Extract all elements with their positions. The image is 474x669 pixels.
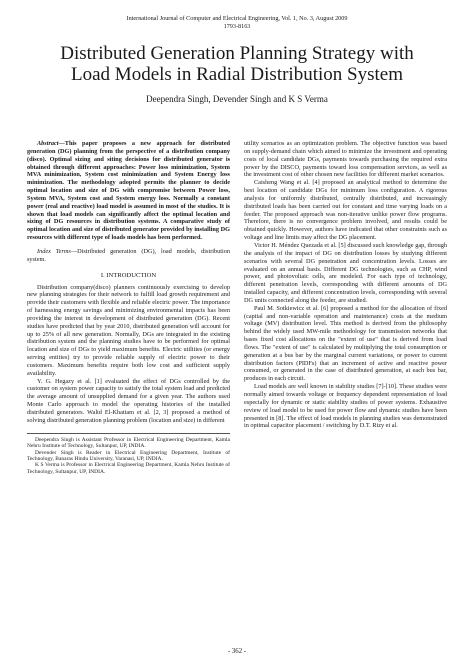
journal-citation: International Journal of Computer and Electrical Engineering, Vol. 1, No. 3, August 2009 (126, 15, 348, 22)
intro-paragraph: Y. G. Hegazy et al. [1] evaluated the effect of DGs controlled by the customer on system power capacity to satisfy the total system load and predicted the average amount of unsupplied demand for a given year. The authors used Monte Carlo approach to model the operating histories of the installed distributed generators. Walid El-Khattam et al. [2, 3] proposed a method of solving distributed generation planning problem (location and size) in different (27, 377, 230, 424)
paper-title-line1: Distributed Generation Planning Strategy with (60, 43, 414, 65)
paper-title (27, 43, 447, 85)
footnote: K S Verma is Professor in Electrical Engineering Department, Kamla Nehru Institute of Technology, Sultanpur, UP, INDIA. (27, 462, 230, 475)
footnote: Devender Singh is Reader in Electrical Engineering Department, Institute of Technology, Banaras Hindu University, Varanasi, UP, INDIA. (27, 449, 230, 462)
body-paragraph: utility scenarios as an optimization problem. The objective function was based on supply-demand chain which aimed to minimize the investment and operating costs of local candidate DGs, payments towards purchasing the required extra power by the DISCO, payments toward loss compensation services, as well as the investment cost of other chosen new facilities for different market scenarios. (244, 140, 447, 179)
abstract-text: —This paper proposes a new approach for distributed generation (DG) planning from the perspective of a distribution company (disco). Optimal sizing and siting decisions for distributed generator is obtained through different approaches: Power loss minimization, System MVA minimization, System cost minimization and System Energy loss minimization. The methodology adopted permits the planner to decide optimal location and size of DG with compromise between Power loss, System MVA, System cost and System energy loss. Normally a constant power (real and reactive) load model is assumed in most of the studies. It is shown that load models can significantly affect the optimal location and sizing of DG resources in distribution systems. A comparative study of optimal location and size of distributed generator provided by installing DG resources with different type of loads models has been performed. (27, 140, 230, 242)
journal-header (27, 0, 447, 30)
body-paragraph: Caisheng Wang et al. [4] proposed an analytical method to determine the best location of candidate DGs for minimum loss configuration. A rigorous analysis for uniformly distributed, centrally distributed, and increasingly distributed loads has been carried out for constant and time varying loads on a feeder. The proposed approach was non-iterative unlike power flow programs. Therefore, there is no convergence problem involved, and results could be obtained quickly. However, authors have indicated that other constraints such as voltage and line limits may affect the DG placement. (244, 179, 447, 242)
index-terms-text: —Distributed generation (DG), load models, distribution system. (27, 247, 230, 263)
paper-title-line2: Load Models in Radial Distribution System (71, 64, 403, 86)
section-heading-introduction: I. INTRODUCTION (100, 271, 157, 279)
body-paragraph: Load models are well known in stability studies [7]-[10]. These studies were normally aimed towards voltage or frequency dependent representation of load especially for dynamic or static stability studies of power systems. Exhaustive review of load model to be used for power flow and dynamic studies have been presented in [8]. The effect of load models in planning studies was demonstrated in optimal capacitor placement / switching by D.T. Rizy et al. (244, 383, 447, 430)
left-column (27, 140, 230, 475)
index-terms (27, 248, 230, 264)
author-footnotes (27, 433, 230, 475)
abstract (27, 140, 230, 242)
journal-issn: 1793-8163 (223, 22, 251, 30)
right-column (244, 140, 447, 475)
footnote: Deependra Singh is Assistant Professor in Electrical Engineering Department, Kamla Nehru Institute of Technology, Sultanpur, UP, INDIA. (27, 436, 230, 450)
index-terms-label: Index Terms (37, 247, 71, 255)
body-paragraph: Paul M. Sotkiewicz et al. [6] proposed a method for the allocation of fixed (capital and non-variable operation and maintenance) costs at the medium voltage (MV) distribution level. This method is derived from the philosophy behind the widely used MW-mile methodology for transmission networks that bases fixed cost allocations on the "extent of use" that is derived from load flows. The "extent of use" is calculated by multiplying the total consumption or generation at a bus bar by the marginal current variations, or power to current distribution factors (PIDFs) that an increment of active and reactive power consumed, or generated in the case of distributed generation, at each bus bar, produces in each circuit. (244, 304, 447, 383)
abstract-label: Abstract (37, 140, 59, 147)
intro-paragraph: Distribution company(disco) planners continuously exercising to develop new planning strategies for their network to fulfill load growth requirement and provide their customers with flexible and reliable electric power. The importance of harnessing energy savings and minimizing environmental impacts has been providing the interest in development of distributed generation (DG). Recent studies have predicted that by year 2010, distributed generation will account for up to 25% of all new generation. Normally, DGs are integrated in the existing distribution system and the planning studies have to be performed for optimal location and size of DGs to yield maximum benefits. Electric utilities (or energy serving entities) try to provide reliable supply of electric power to their customers. Maximum benefits require both low cost and sufficient supply availability. (27, 283, 230, 377)
page-number: - 362 - (227, 648, 247, 655)
paper-authors: Deependra Singh, Devender Singh and K S Verma (146, 94, 328, 105)
body-columns (27, 140, 447, 475)
body-paragraph: Victor H. Méndez Quezada et al. [5] discussed such knowledge gap, through the analysis of the impact of DG on distribution losses by studying different scenarios with several DG penetration and concentration levels. Losses are evaluated on an annual basis. Different DG technologies, such as CHP, wind power, and photovoltaic cells, are modeled. For each type of technology, different penetration levels, corresponding with different amounts of DG installed capacity, and different concentration levels, corresponding with several DG units connected along the feeder, are studied. (244, 241, 447, 304)
